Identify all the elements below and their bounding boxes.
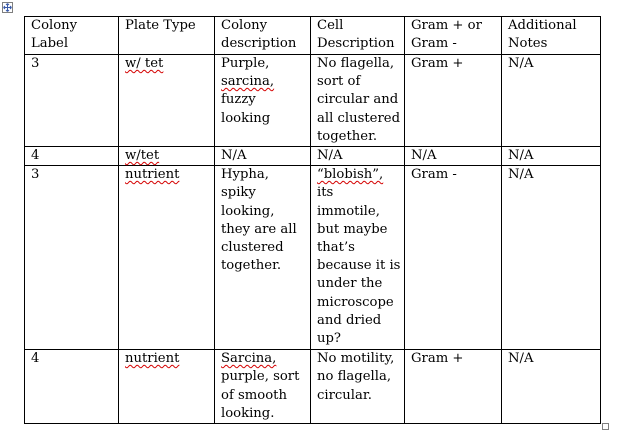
header-colony-label[interactable]: Colony Label <box>25 17 119 55</box>
cell-gram[interactable]: N/A <box>405 147 502 166</box>
header-gram[interactable]: Gram + or Gram - <box>405 17 502 55</box>
table-row <box>25 350 601 424</box>
header-additional-notes[interactable]: Additional Notes <box>502 17 601 55</box>
table-row <box>25 147 601 166</box>
cell-colony-label[interactable]: 3 <box>25 55 119 147</box>
cell-plate-type[interactable]: w/ tet <box>119 55 215 147</box>
cell-gram[interactable]: Gram + <box>405 55 502 147</box>
move-arrows-icon <box>3 3 12 12</box>
table-row <box>25 55 601 147</box>
cell-colony-description[interactable]: Hypha, spiky looking, they are all clustered together. <box>215 166 311 350</box>
cell-colony-label[interactable]: 4 <box>25 350 119 424</box>
table-resize-handle[interactable] <box>602 423 609 430</box>
header-row <box>25 17 601 55</box>
cell-cell-description[interactable]: “blobish”, its immotile, but maybe that’s because it is under the microscope and dried up? <box>311 166 405 350</box>
cell-colony-description[interactable]: N/A <box>215 147 311 166</box>
table-move-handle[interactable] <box>2 2 13 13</box>
cell-gram[interactable]: Gram + <box>405 350 502 424</box>
cell-additional-notes[interactable]: N/A <box>502 55 601 147</box>
cell-additional-notes[interactable]: N/A <box>502 350 601 424</box>
table-row <box>25 166 601 350</box>
header-cell-description[interactable]: Cell Description <box>311 17 405 55</box>
cell-cell-description[interactable]: No flagella, sort of circular and all clustered together. <box>311 55 405 147</box>
colony-table <box>24 16 601 424</box>
cell-additional-notes[interactable]: N/A <box>502 147 601 166</box>
cell-plate-type[interactable]: nutrient <box>119 166 215 350</box>
cell-cell-description[interactable]: N/A <box>311 147 405 166</box>
cell-colony-description[interactable]: Purple, sarcina, fuzzy looking <box>215 55 311 147</box>
cell-additional-notes[interactable]: N/A <box>502 166 601 350</box>
cell-plate-type[interactable]: w/tet <box>119 147 215 166</box>
cell-plate-type[interactable]: nutrient <box>119 350 215 424</box>
header-colony-description[interactable]: Colony description <box>215 17 311 55</box>
cell-colony-description[interactable]: Sarcina, purple, sort of smooth looking. <box>215 350 311 424</box>
cell-cell-description[interactable]: No motility, no flagella, circular. <box>311 350 405 424</box>
header-plate-type[interactable]: Plate Type <box>119 17 215 55</box>
cell-colony-label[interactable]: 3 <box>25 166 119 350</box>
cell-colony-label[interactable]: 4 <box>25 147 119 166</box>
cell-gram[interactable]: Gram - <box>405 166 502 350</box>
